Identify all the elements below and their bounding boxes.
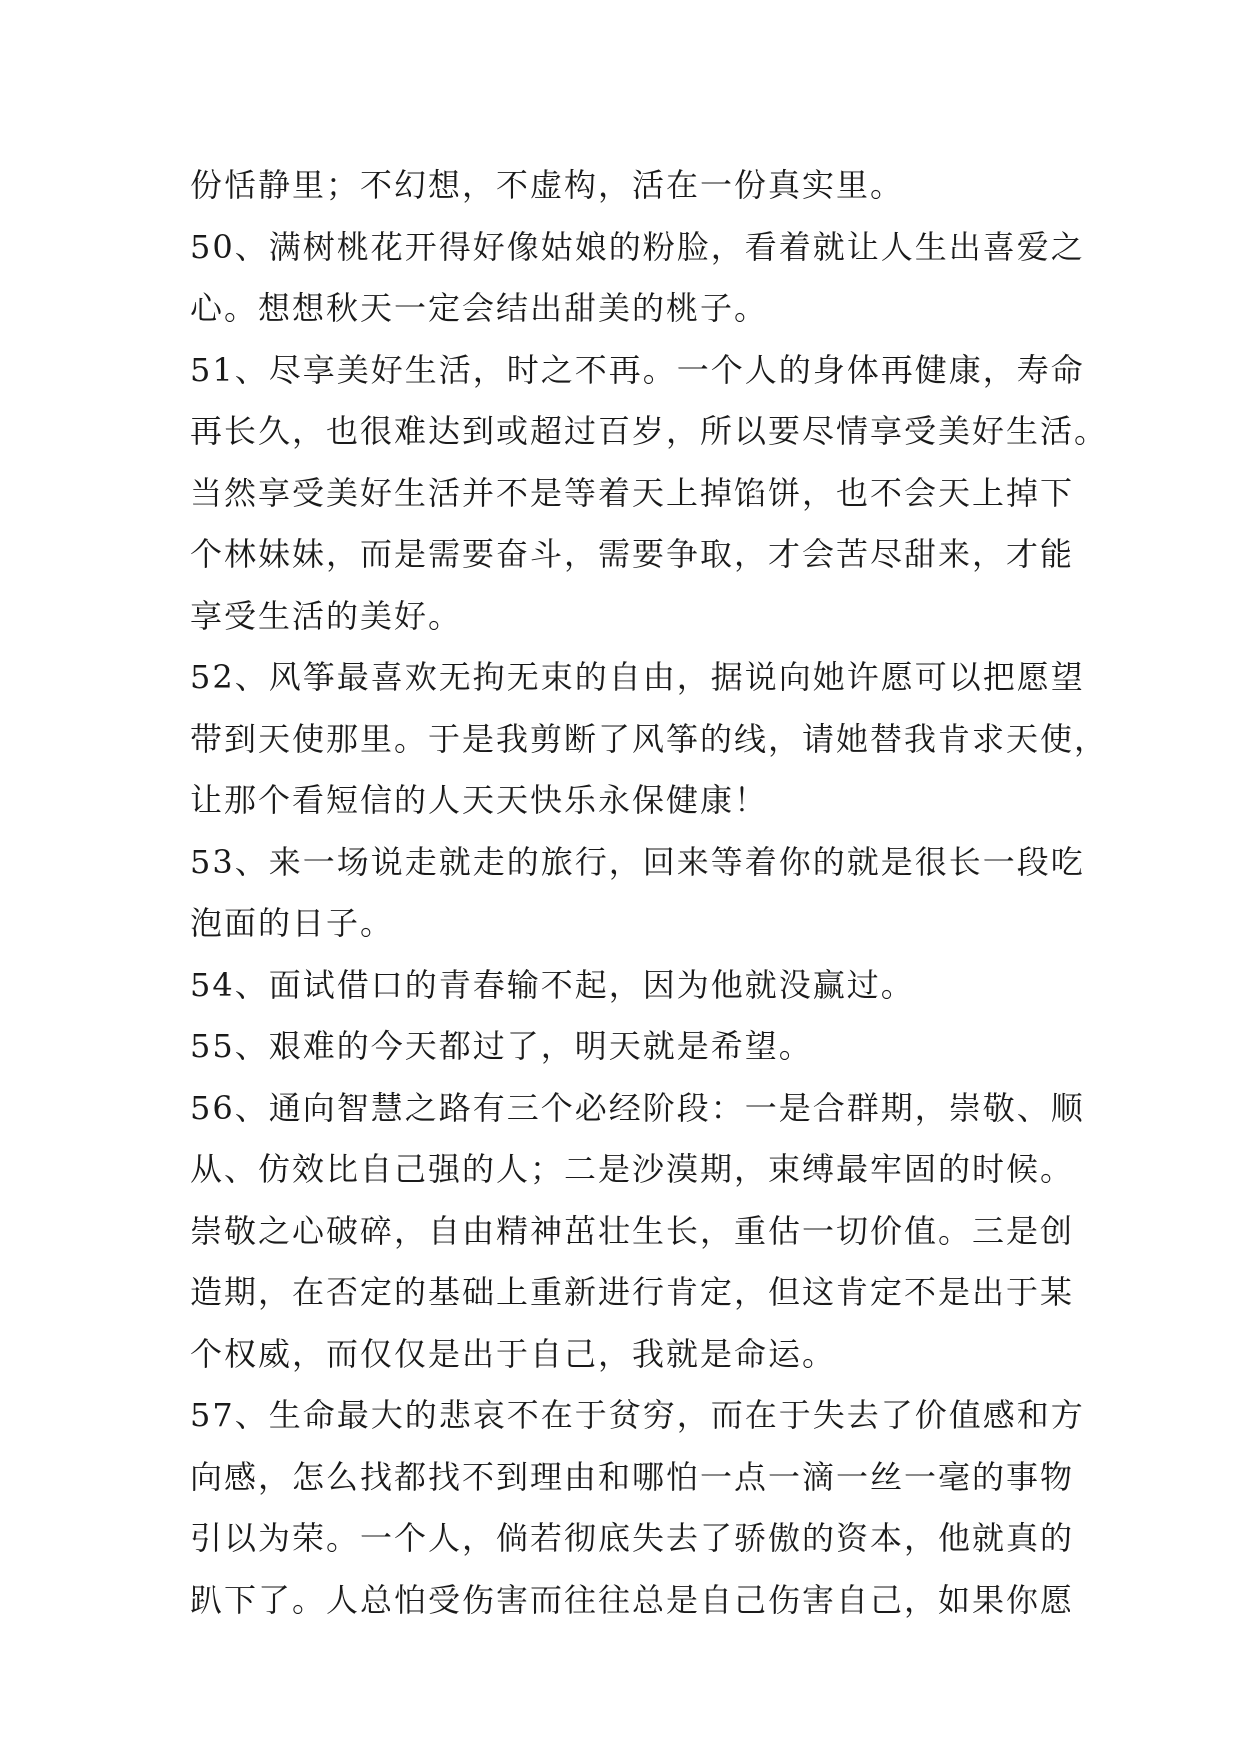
text-line: 51、尽享美好生活，时之不再。一个人的身体再健康，寿命	[190, 350, 1085, 389]
text-line: 个权威，而仅仅是出于自己，我就是命运。	[190, 1334, 837, 1373]
text-line: 53、来一场说走就走的旅行，回来等着你的就是很长一段吃	[190, 842, 1085, 881]
text-line: 54、面试借口的青春输不起，因为他就没赢过。	[190, 965, 915, 1004]
text-line: 55、艰难的今天都过了，明天就是希望。	[190, 1027, 813, 1065]
text-line: 带到天使那里。于是我剪断了风筝的线，请她替我肯求天使，	[190, 719, 1109, 758]
text-line: 心。想想秋天一定会结出甜美的桃子。	[190, 289, 769, 327]
text-line: 当然享受美好生活并不是等着天上掉馅饼，也不会天上掉下	[190, 473, 1075, 512]
text-line: 份恬静里；不幻想，不虚构，活在一份真实里。	[190, 166, 905, 204]
text-line: 再长久，也很难达到或超过百岁，所以要尽情享受美好生活。	[190, 412, 1109, 450]
text-line: 泡面的日子。	[190, 904, 395, 942]
text-line: 崇敬之心破碎，自由精神茁壮生长，重估一切价值。三是创	[190, 1211, 1075, 1250]
text-line: 52、风筝最喜欢无拘无束的自由，据说向她许愿可以把愿望	[190, 658, 1085, 696]
text-line: 造期，在否定的基础上重新进行肯定，但这肯定不是出于某	[190, 1273, 1075, 1311]
document-body	[190, 155, 1109, 1631]
text-line: 从、仿效比自己强的人；二是沙漠期，束缚最牢固的时候。	[190, 1150, 1075, 1188]
text-line: 趴下了。人总怕受伤害而往往总是自己伤害自己，如果你愿	[190, 1580, 1075, 1619]
text-line: 个林妹妹，而是需要奋斗，需要争取，才会苦尽甜来，才能	[190, 535, 1075, 573]
text-line: 57、生命最大的悲哀不在于贫穷，而在于失去了价值感和方	[190, 1396, 1085, 1434]
text-line: 56、通向智慧之路有三个必经阶段：一是合群期，崇敬、顺	[190, 1088, 1085, 1127]
text-line: 引以为荣。一个人，倘若彻底失去了骄傲的资本，他就真的	[190, 1519, 1075, 1557]
text-line: 50、满树桃花开得好像姑娘的粉脸，看着就让人生出喜爱之	[190, 227, 1085, 266]
text-line: 向感，怎么找都找不到理由和哪怕一点一滴一丝一毫的事物	[190, 1457, 1075, 1496]
text-line: 享受生活的美好。	[190, 596, 463, 635]
text-line: 让那个看短信的人天天快乐永保健康！	[190, 781, 769, 819]
